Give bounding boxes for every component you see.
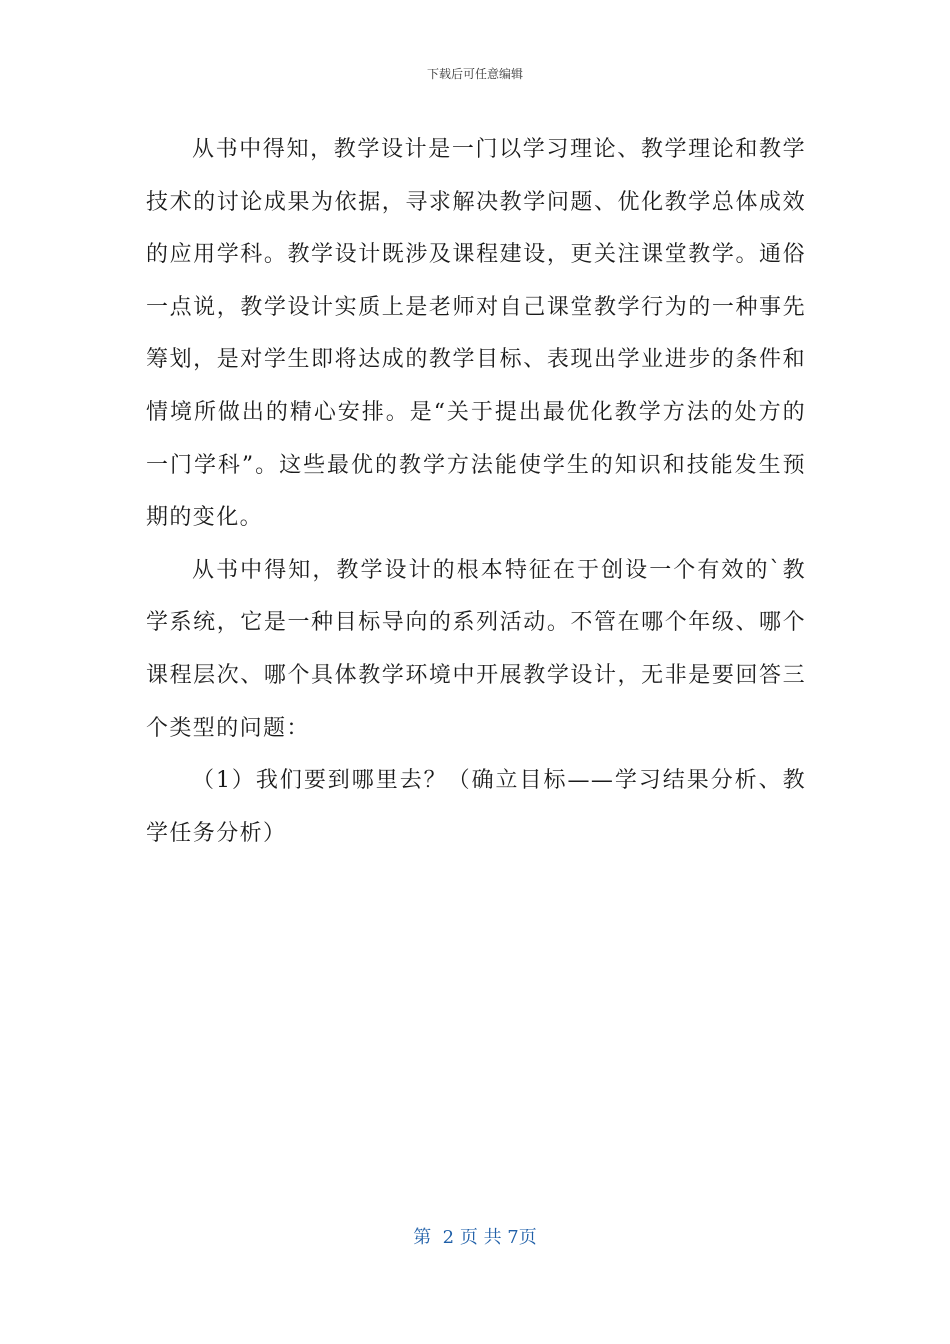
page-header: 下载后可任意编辑 bbox=[426, 67, 523, 81]
paragraph-3: （1）我们要到哪里去？（确立目标——学习结果分析、教学任务分析） bbox=[146, 768, 806, 846]
document-body bbox=[146, 124, 806, 860]
paragraph-2: 从书中得知，教学设计的根本特征在于创设一个有效的`教学系统，它是一种目标导向的系列活动。不管在哪个年级、哪个课程层次、哪个具体教学环境中开展教学设计，无非是要回答三个类型的问题： bbox=[146, 557, 806, 741]
page-number-footer: 第 2 页 共 7页 bbox=[413, 1227, 537, 1248]
paragraph-1: 从书中得知，教学设计是一门以学习理论、教学理论和教学技术的讨论成果为依据，寻求解决教学问题、优化教学总体成效的应用学科。教学设计既涉及课程建设，更关注课堂教学。通俗一点说，教学设计实质上是老师对自己课堂教学行为的一种事先筹划，是对学生即将达成的教学目标、表现出学业进步的条件和情境所做出的精心安排。是“关于提出最优化教学方法的处方的一门学科”。这些最优的教学方法能使学生的知识和技能发生预期的变化。 bbox=[146, 137, 806, 531]
